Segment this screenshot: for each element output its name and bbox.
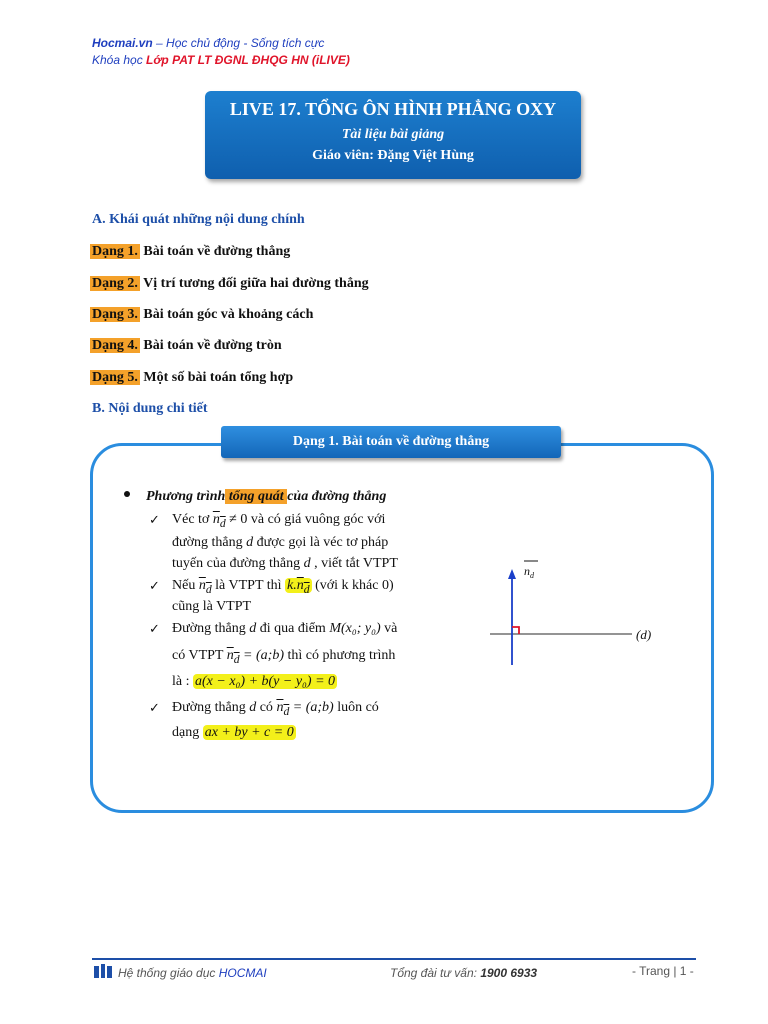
item1-line3	[172, 556, 398, 572]
check-icon: ✓	[149, 512, 160, 527]
item4-text-b: có	[256, 700, 277, 715]
footer-hotline-label: Tổng đài tư vấn:	[390, 966, 481, 980]
item1-text-b: và có giá vuông góc với	[250, 512, 386, 527]
var-d: d	[303, 556, 311, 571]
item1-line2-b: được gọi là véc tơ pháp	[253, 535, 389, 550]
item3-line3	[172, 674, 337, 690]
k-dot: k.	[287, 578, 297, 593]
item2-text-a: Nếu	[172, 578, 199, 593]
eq-ab: = (a;b)	[289, 700, 334, 715]
type-text: Bài toán góc và khoảng cách	[139, 307, 314, 322]
item4-line1	[172, 700, 379, 718]
vector-sub: d	[219, 516, 226, 530]
type-tag: Dạng 5.	[92, 370, 138, 385]
k-nd-highlight	[285, 578, 312, 596]
heading-post: của đường thẳng	[287, 489, 387, 504]
footer-system-prefix: Hệ thống giáo dục	[118, 966, 219, 980]
heading-pre: Phương trình	[146, 489, 226, 504]
header-brand-line	[92, 36, 324, 50]
check-icon: ✓	[149, 700, 160, 715]
item3-text-c: và	[384, 621, 398, 636]
panel-title: Dạng 1. Bài toán về đường thẳng	[221, 426, 561, 458]
hocmai-logo-icon	[93, 964, 113, 980]
slogan: – Học chủ động - Sống tích cực	[152, 36, 325, 50]
panel-heading	[146, 489, 386, 505]
item2-line2: cũng là VTPT	[172, 599, 252, 614]
vector-sub: d	[233, 652, 240, 666]
type-tag: Dạng 3.	[92, 307, 138, 322]
vector-n: n	[212, 512, 220, 527]
check-icon: ✓	[149, 578, 160, 593]
item2-text-b: là VTPT thì	[215, 578, 286, 593]
item1-line2	[172, 535, 388, 551]
item3-line2	[172, 648, 395, 666]
item1-line2-a: đường thẳng	[172, 535, 247, 550]
point-m: M	[329, 621, 341, 636]
item3-text-b: đi qua điểm	[256, 621, 330, 636]
item4-line2	[172, 725, 296, 741]
vector-sub: d	[283, 704, 290, 718]
item3-line3-label: là :	[172, 674, 193, 689]
item1-line1	[172, 512, 385, 530]
type-row-4	[90, 338, 282, 354]
footer-hotline	[390, 966, 537, 980]
vector-label: $n_d$	[524, 564, 534, 580]
type-text: Bài toán về đường thẳng	[139, 244, 291, 259]
vector-nd	[226, 648, 240, 666]
teacher-name: Giáo viên: Đặng Việt Hùng	[312, 148, 474, 163]
item3-line1	[172, 621, 397, 637]
course-prefix: Khóa học	[92, 53, 147, 67]
type-text: Một số bài toán tổng hợp	[139, 370, 294, 385]
item4-text-c: luôn có	[337, 700, 379, 715]
section-b-heading: B. Nội dung chi tiết	[92, 401, 208, 416]
type-row-2	[90, 276, 369, 292]
page-number: - Trang | 1 -	[632, 964, 694, 978]
header-course-line	[92, 53, 350, 67]
footer-brand: HOCMAI	[218, 966, 267, 980]
item4-line2-label: dạng	[172, 725, 203, 740]
neq-zero: ≠ 0	[225, 512, 248, 527]
document-subtitle: Tài liệu bài giảng	[341, 127, 445, 142]
eq-ab: = (a;b)	[239, 648, 284, 663]
var-d: d	[249, 700, 257, 715]
var-d: d	[249, 621, 257, 636]
item1-text-a: Véc tơ	[172, 512, 213, 527]
type-text: Vị trí tương đối giữa hai đường thẳng	[139, 276, 369, 291]
vector-n: n	[276, 700, 284, 715]
item3-line2-b: thì có phương trình	[287, 648, 396, 663]
course-name: Lớp PAT LT ĐGNL ĐHQG HN (iLIVE)	[146, 53, 350, 67]
type-row-3	[90, 307, 313, 323]
title-box	[205, 91, 581, 179]
item3-line2-a: có VTPT	[172, 648, 227, 663]
type-row-1	[90, 244, 290, 260]
item1-line3-a: tuyến của đường thẳng	[172, 556, 304, 571]
form-equation: ax + by + c = 0	[204, 725, 294, 740]
vector-n: n	[226, 648, 234, 663]
item4-text-a: Đường thẳng	[172, 700, 250, 715]
vector-sub: d	[205, 582, 212, 596]
line-label: (d)	[636, 627, 652, 642]
type-tag: Dạng 1.	[92, 244, 138, 259]
vector-n: n	[296, 578, 304, 593]
item2-text-c: (với k khác 0)	[311, 578, 394, 593]
document-title: LIVE 17. TỔNG ÔN HÌNH PHẲNG OXY	[229, 99, 557, 119]
type-tag: Dạng 2.	[92, 276, 138, 291]
vector-arrowhead	[508, 569, 516, 579]
bullet-icon	[124, 491, 130, 497]
general-equation: a(x − x₀) + b(y − y₀) = 0	[195, 674, 336, 689]
section-a-heading: A. Khái quát những nội dung chính	[92, 212, 305, 227]
brand-name: Hocmai.vn	[92, 36, 153, 50]
vector-nd	[276, 700, 290, 718]
right-angle-mark	[512, 627, 519, 634]
point-coords: (x₀; y₀)	[341, 621, 381, 636]
var-d: d	[246, 535, 254, 550]
vector-n: n	[198, 578, 206, 593]
check-icon: ✓	[149, 621, 160, 636]
vector-nd	[212, 512, 226, 530]
footer-system	[118, 966, 267, 980]
type-tag: Dạng 4.	[92, 338, 138, 353]
item3-text-a: Đường thẳng	[172, 621, 250, 636]
vector-nd	[198, 578, 212, 596]
item1-line3-b: , viết tắt VTPT	[310, 556, 398, 571]
vector-sub: d	[303, 582, 310, 596]
type-row-5	[90, 370, 293, 386]
footer-divider	[92, 958, 696, 960]
vector-nd	[296, 578, 310, 596]
item2-line1	[172, 578, 394, 596]
footer-hotline-number: 1900 6933	[480, 966, 538, 980]
type-text: Bài toán về đường tròn	[139, 338, 282, 353]
heading-highlight: tổng quát	[225, 489, 288, 504]
normal-vector-diagram	[490, 555, 670, 675]
